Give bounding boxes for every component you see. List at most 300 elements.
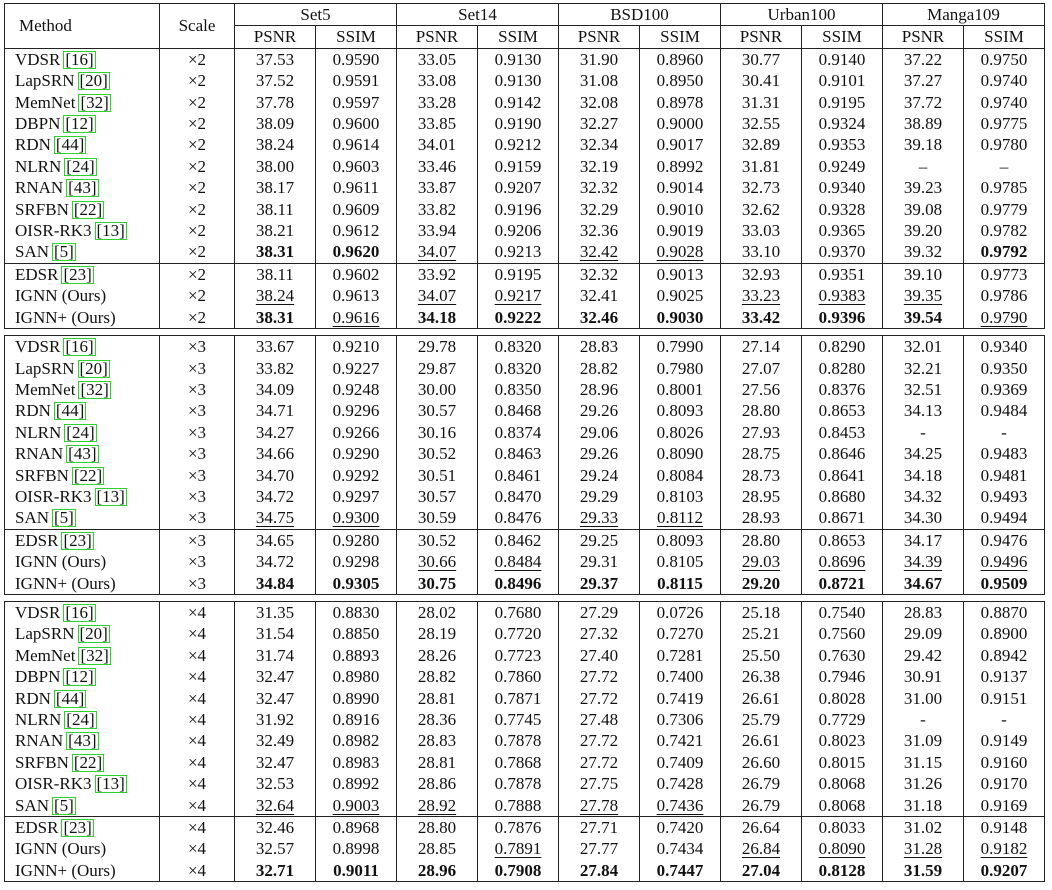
method-cell: [5, 795, 160, 817]
scale-cell: ×4: [160, 752, 235, 773]
metric-value: 27.72: [579, 752, 619, 772]
metric-value: 0.9493: [980, 486, 1028, 506]
ssim-cell: [964, 486, 1045, 507]
ssim-cell: [802, 199, 883, 220]
method-name: RDN: [15, 401, 51, 421]
metric-value: 0.7729: [818, 710, 866, 729]
scale-cell: ×3: [160, 443, 235, 464]
metric-value: 27.75: [579, 774, 619, 794]
method-cell: [5, 70, 160, 91]
psnr-cell: [559, 551, 640, 572]
metric-value: 31.09: [903, 731, 943, 751]
method-name: MemNet: [15, 92, 76, 112]
psnr-cell: [559, 422, 640, 443]
scale-cell: ×4: [160, 709, 235, 730]
ssim-cell: [640, 48, 721, 70]
method-cell: [5, 529, 160, 551]
scale-cell: ×3: [160, 529, 235, 551]
scale-cell: ×2: [160, 134, 235, 155]
metric-value: 38.00: [255, 156, 295, 176]
ssim-cell: [802, 730, 883, 751]
ssim-cell: [802, 177, 883, 198]
metric-value: 0.9383: [818, 286, 866, 306]
psnr-cell: [721, 263, 802, 285]
citation-link[interactable]: [13]: [96, 486, 125, 506]
psnr-cell: [721, 379, 802, 400]
metric-value: 26.61: [741, 688, 781, 708]
ssim-cell: [316, 601, 397, 623]
metric-value: 34.67: [903, 573, 943, 593]
citation-link[interactable]: [44]: [55, 135, 85, 155]
metric-value: 0.9207: [494, 178, 542, 198]
scale-cell: ×2: [160, 92, 235, 113]
metric-value: 31.15: [903, 752, 943, 772]
header-dataset-manga109: Manga109: [883, 4, 1045, 26]
psnr-cell: [235, 773, 316, 794]
metric-value: 0.8090: [818, 839, 866, 859]
metric-value: 0.7434: [656, 839, 704, 859]
metric-value: 32.36: [579, 221, 619, 241]
table-header: [5, 4, 1045, 49]
metric-value: 33.87: [417, 178, 457, 198]
ssim-cell: [964, 422, 1045, 443]
psnr-cell: [397, 623, 478, 644]
psnr-cell: [559, 285, 640, 306]
metric-value: 0.8103: [656, 486, 704, 506]
citation-link[interactable]: [44]: [55, 401, 85, 421]
metric-value: 0.9280: [332, 530, 380, 550]
metric-value: 0.9591: [332, 71, 380, 91]
citation-link[interactable]: [20]: [79, 71, 108, 91]
metric-value: 38.17: [255, 178, 295, 198]
ssim-cell: [316, 156, 397, 177]
citation-link[interactable]: [24]: [66, 156, 95, 176]
metric-value: 0.9196: [494, 199, 542, 219]
metric-value: 28.83: [903, 602, 943, 622]
metric-value: 0.8112: [656, 508, 704, 528]
citation-link[interactable]: [12]: [65, 667, 94, 687]
method-name: IGNN+ (Ours): [15, 307, 116, 327]
metric-value: 0.9195: [818, 92, 866, 112]
ssim-cell: [964, 623, 1045, 644]
metric-value: 0.8350: [494, 379, 542, 399]
method-name: RNAN: [15, 731, 64, 751]
ssim-cell: [640, 465, 721, 486]
citation-link[interactable]: [22]: [73, 465, 103, 485]
ssim-cell: [478, 70, 559, 91]
table-row: [5, 285, 1045, 306]
citation-link[interactable]: [24]: [66, 710, 95, 729]
metric-value: 31.18: [903, 795, 943, 815]
psnr-cell: [559, 507, 640, 529]
metric-value: 38.24: [255, 135, 295, 155]
metric-value: 0.9210: [332, 337, 380, 357]
psnr-cell: [721, 507, 802, 529]
ssim-cell: [640, 817, 721, 839]
ssim-cell: [640, 199, 721, 220]
metric-value: 0.8900: [980, 624, 1028, 644]
citation-link[interactable]: [23]: [63, 530, 92, 550]
citation-link[interactable]: [13]: [96, 221, 125, 241]
ssim-cell: [478, 730, 559, 751]
citation-link[interactable]: [5]: [54, 508, 74, 528]
metric-value: 0.8998: [332, 839, 380, 859]
metric-value: 0.7270: [656, 624, 704, 644]
metric-value: 34.66: [255, 444, 295, 464]
metric-value: 33.46: [417, 156, 457, 176]
metric-value: 37.72: [903, 92, 943, 112]
psnr-cell: [721, 838, 802, 859]
psnr-cell: [721, 156, 802, 177]
metric-value: 0.9248: [332, 379, 380, 399]
table-row: [5, 443, 1045, 464]
ssim-cell: [802, 307, 883, 329]
metric-value: 34.17: [903, 530, 943, 550]
metric-value: 34.27: [255, 422, 295, 442]
psnr-cell: [721, 241, 802, 263]
psnr-cell: [559, 400, 640, 421]
metric-value: 26.60: [741, 752, 781, 772]
metric-value: 37.53: [255, 49, 295, 69]
citation-link[interactable]: [32]: [80, 645, 109, 665]
psnr-cell: [721, 601, 802, 623]
ssim-cell: [640, 285, 721, 306]
psnr-cell: [235, 285, 316, 306]
citation-link[interactable]: [5]: [54, 242, 74, 262]
metric-value: 0.8968: [332, 818, 380, 838]
metric-value: 0.8320: [494, 358, 542, 378]
psnr-cell: [397, 860, 478, 882]
scale-cell: ×3: [160, 422, 235, 443]
psnr-cell: [397, 241, 478, 263]
metric-value: 27.78: [579, 795, 619, 815]
spacer-row: [5, 329, 1045, 336]
ssim-cell: [640, 709, 721, 730]
citation-link[interactable]: [22]: [73, 199, 103, 219]
ssim-cell: [316, 336, 397, 358]
ssim-cell: [964, 529, 1045, 551]
ssim-cell: [478, 507, 559, 529]
ssim-cell: [802, 773, 883, 794]
metric-value: 0.9227: [332, 358, 380, 378]
ssim-cell: [316, 400, 397, 421]
metric-value: 28.86: [417, 774, 457, 794]
psnr-cell: [559, 263, 640, 285]
psnr-cell: [397, 199, 478, 220]
scale-cell: ×4: [160, 601, 235, 623]
psnr-cell: [235, 817, 316, 839]
metric-value: 0.9481: [980, 465, 1028, 485]
ssim-cell: [478, 199, 559, 220]
metric-value: 0.8653: [818, 530, 866, 550]
ssim-cell: [964, 113, 1045, 134]
metric-value: 0.9182: [980, 839, 1028, 859]
psnr-cell: [883, 623, 964, 644]
metric-value: 38.11: [256, 199, 294, 219]
table-row: [5, 486, 1045, 507]
metric-value: 0.9297: [332, 486, 380, 506]
metric-value: 27.93: [741, 422, 781, 442]
metric-value: 0.9000: [656, 114, 704, 134]
citation-link[interactable]: [20]: [79, 624, 108, 644]
metric-value: 34.84: [255, 573, 295, 593]
ssim-cell: [316, 486, 397, 507]
ssim-cell: [802, 551, 883, 572]
psnr-cell: [721, 773, 802, 794]
ssim-cell: [478, 623, 559, 644]
metric-value: 0.9616: [332, 307, 380, 327]
psnr-cell: [559, 443, 640, 464]
metric-value: 32.51: [903, 379, 943, 399]
ssim-cell: [316, 220, 397, 241]
metric-value: 0.9170: [980, 774, 1028, 794]
ssim-cell: [316, 48, 397, 70]
ssim-cell: [964, 379, 1045, 400]
psnr-cell: [559, 48, 640, 70]
metric-value: 30.66: [417, 552, 457, 572]
metric-value: 0.9782: [980, 221, 1028, 241]
ssim-cell: [478, 773, 559, 794]
metric-value: 30.57: [417, 401, 457, 421]
ssim-cell: [964, 465, 1045, 486]
psnr-cell: [559, 379, 640, 400]
ssim-cell: [316, 817, 397, 839]
psnr-cell: [559, 336, 640, 358]
metric-value: 28.80: [741, 401, 781, 421]
psnr-cell: [883, 752, 964, 773]
metric-value: 0.7888: [494, 795, 542, 815]
psnr-cell: [235, 645, 316, 666]
metric-value: 0.7878: [494, 731, 542, 751]
scale-cell: ×2: [160, 48, 235, 70]
results-table: [4, 3, 1045, 882]
table-row: [5, 645, 1045, 666]
method-name: MemNet: [15, 379, 76, 399]
results-group: [5, 601, 1045, 881]
psnr-cell: [721, 730, 802, 751]
metric-value: 0.8496: [494, 573, 542, 593]
ssim-cell: [316, 773, 397, 794]
metric-value: 27.32: [579, 624, 619, 644]
method-name: OISR-RK3: [15, 221, 92, 241]
ssim-cell: [802, 358, 883, 379]
metric-value: 0.9779: [980, 199, 1028, 219]
ssim-cell: [802, 400, 883, 421]
metric-value: 32.93: [741, 264, 781, 284]
metric-value: 0.7745: [494, 710, 542, 729]
metric-value: 27.14: [741, 337, 781, 357]
scale-cell: ×4: [160, 795, 235, 817]
metric-value: 0.9786: [980, 286, 1028, 306]
ssim-cell: [964, 645, 1045, 666]
citation-link[interactable]: [16]: [65, 49, 94, 69]
ssim-cell: [640, 752, 721, 773]
ssim-cell: [964, 443, 1045, 464]
scale-cell: ×4: [160, 688, 235, 709]
table-row: [5, 263, 1045, 285]
results-group: [5, 48, 1045, 328]
method-name: SAN: [15, 795, 50, 815]
metric-value: 0.7908: [494, 860, 542, 880]
psnr-cell: [559, 177, 640, 198]
metric-value: 33.03: [741, 221, 781, 241]
metric-value: 30.77: [741, 49, 781, 69]
metric-value: 34.18: [417, 307, 457, 327]
ssim-cell: [964, 285, 1045, 306]
citation-link[interactable]: [13]: [96, 774, 125, 794]
method-cell: [5, 263, 160, 285]
psnr-cell: [235, 379, 316, 400]
metric-value: 33.67: [255, 337, 295, 357]
psnr-cell: [883, 70, 964, 91]
citation-link[interactable]: [16]: [65, 602, 94, 622]
header-psnr: PSNR: [235, 26, 316, 48]
metric-value: -: [1001, 422, 1007, 442]
psnr-cell: [235, 177, 316, 198]
psnr-cell: [235, 601, 316, 623]
metric-value: 0.8721: [818, 573, 866, 593]
scale-cell: ×2: [160, 263, 235, 285]
psnr-cell: [883, 773, 964, 794]
table-row: [5, 752, 1045, 773]
psnr-cell: [883, 529, 964, 551]
citation-link[interactable]: [12]: [65, 114, 94, 134]
psnr-cell: [721, 817, 802, 839]
method-name: VDSR: [15, 49, 61, 69]
method-cell: [5, 156, 160, 177]
psnr-cell: [397, 48, 478, 70]
metric-value: 32.29: [579, 199, 619, 219]
method-cell: [5, 486, 160, 507]
psnr-cell: [721, 623, 802, 644]
ssim-cell: [802, 860, 883, 882]
citation-link[interactable]: [43]: [68, 444, 97, 464]
psnr-cell: [559, 623, 640, 644]
ssim-cell: [478, 92, 559, 113]
scale-cell: ×3: [160, 358, 235, 379]
ssim-cell: [802, 156, 883, 177]
metric-value: 0.9159: [494, 156, 542, 176]
citation-link[interactable]: [22]: [73, 752, 103, 772]
metric-value: 0.9206: [494, 221, 542, 241]
method-name: MemNet: [15, 645, 76, 665]
metric-value: 33.85: [417, 114, 457, 134]
citation-link[interactable]: [20]: [79, 358, 108, 378]
metric-value: 34.72: [255, 486, 295, 506]
metric-value: 0.9019: [656, 221, 704, 241]
metric-value: 28.36: [417, 710, 457, 729]
metric-value: 0.9590: [332, 49, 380, 69]
metric-value: 34.25: [903, 444, 943, 464]
metric-value: 28.85: [417, 839, 457, 859]
metric-value: 0.0726: [656, 602, 704, 622]
ssim-cell: [964, 730, 1045, 751]
metric-value: 0.9328: [818, 199, 866, 219]
metric-value: 27.07: [741, 358, 781, 378]
metric-value: 0.8982: [332, 731, 380, 751]
citation-link[interactable]: [43]: [68, 731, 97, 751]
ssim-cell: [802, 336, 883, 358]
psnr-cell: [235, 358, 316, 379]
ssim-cell: [640, 773, 721, 794]
metric-value: 32.89: [741, 135, 781, 155]
psnr-cell: [397, 307, 478, 329]
method-cell: [5, 443, 160, 464]
citation-link[interactable]: [23]: [63, 818, 92, 838]
citation-link[interactable]: [24]: [66, 422, 95, 442]
metric-value: 25.18: [741, 602, 781, 622]
metric-value: 30.16: [417, 422, 457, 442]
psnr-cell: [559, 838, 640, 859]
header-ssim: SSIM: [478, 26, 559, 48]
metric-value: 26.84: [741, 839, 781, 859]
ssim-cell: [640, 379, 721, 400]
method-cell: [5, 285, 160, 306]
metric-value: 0.7400: [656, 667, 704, 687]
method-cell: [5, 241, 160, 263]
ssim-cell: [964, 817, 1045, 839]
citation-link[interactable]: [43]: [68, 178, 97, 198]
psnr-cell: [883, 134, 964, 155]
metric-value: 28.92: [417, 795, 457, 815]
psnr-cell: [235, 400, 316, 421]
metric-value: 0.8916: [332, 710, 380, 729]
psnr-cell: [235, 113, 316, 134]
metric-value: 28.81: [417, 752, 457, 772]
ssim-cell: [316, 838, 397, 859]
header-psnr: PSNR: [397, 26, 478, 48]
citation-link[interactable]: [16]: [65, 337, 94, 357]
ssim-cell: [316, 709, 397, 730]
metric-value: 31.92: [255, 710, 295, 729]
ssim-cell: [316, 379, 397, 400]
ssim-cell: [802, 465, 883, 486]
metric-value: 34.75: [255, 508, 295, 528]
psnr-cell: [883, 92, 964, 113]
citation-link[interactable]: [44]: [55, 688, 85, 708]
ssim-cell: [964, 752, 1045, 773]
metric-value: 0.9790: [980, 307, 1028, 327]
citation-link[interactable]: [5]: [54, 795, 74, 815]
metric-value: 0.8374: [494, 422, 542, 442]
ssim-cell: [640, 573, 721, 595]
psnr-cell: [235, 709, 316, 730]
psnr-cell: [397, 443, 478, 464]
method-cell: [5, 199, 160, 220]
ssim-cell: [964, 551, 1045, 572]
ssim-cell: [802, 263, 883, 285]
metric-value: 32.73: [741, 178, 781, 198]
method-name: SAN: [15, 508, 50, 528]
psnr-cell: [883, 379, 964, 400]
psnr-cell: [883, 443, 964, 464]
metric-value: 32.47: [255, 667, 295, 687]
metric-value: 29.26: [579, 401, 619, 421]
citation-link[interactable]: [32]: [80, 92, 109, 112]
citation-link[interactable]: [32]: [80, 379, 109, 399]
citation-link[interactable]: [23]: [63, 264, 92, 284]
metric-value: 0.9028: [656, 242, 704, 262]
ssim-cell: [640, 400, 721, 421]
ssim-cell: [640, 70, 721, 91]
metric-value: 0.9324: [818, 114, 866, 134]
metric-value: 0.9298: [332, 552, 380, 572]
ssim-cell: [316, 860, 397, 882]
psnr-cell: [235, 48, 316, 70]
method-cell: [5, 220, 160, 241]
psnr-cell: [235, 860, 316, 882]
metric-value: 0.8850: [332, 624, 380, 644]
